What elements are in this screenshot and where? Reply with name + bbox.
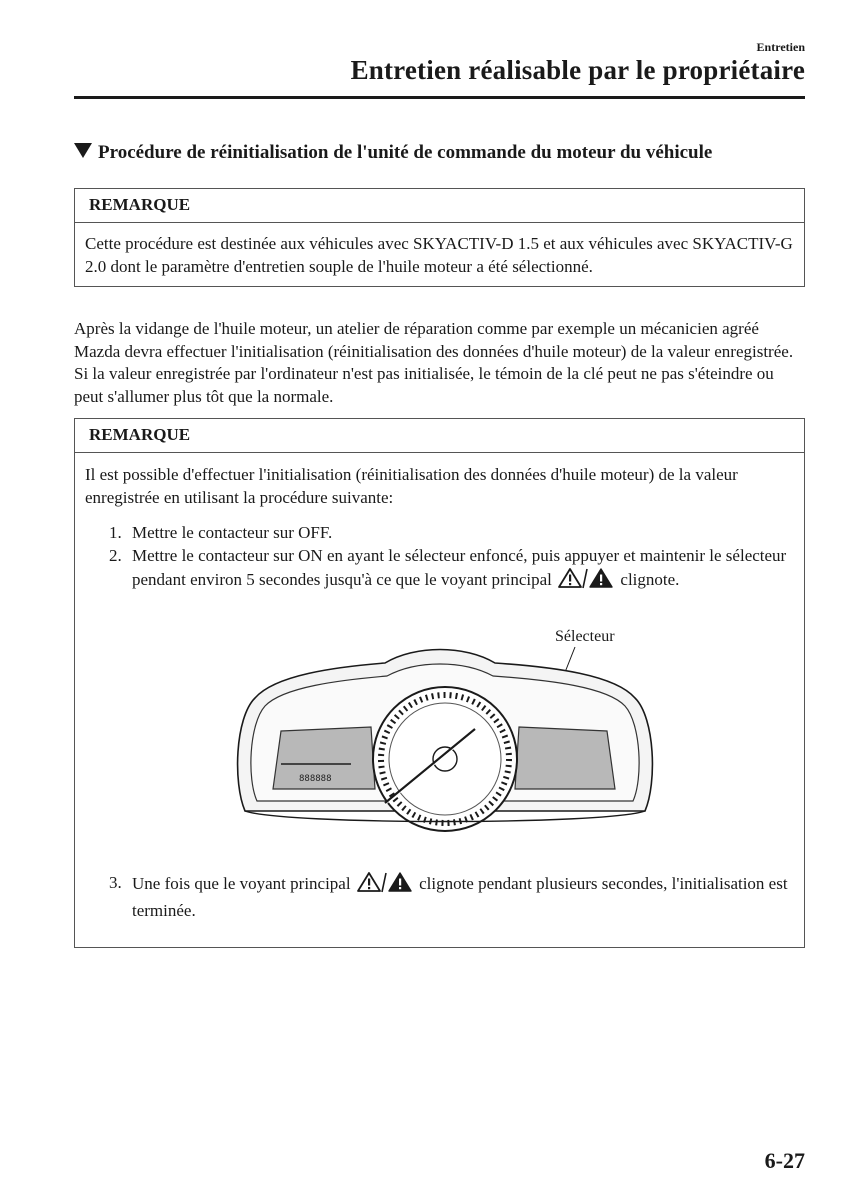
instrument-cluster-illustration (85, 603, 796, 865)
step-item (85, 871, 794, 922)
step-text: Une fois que le voyant principal (132, 874, 351, 893)
note-2-title: REMARQUE (75, 419, 804, 453)
step-text: Mettre le contacteur sur ON en ayant le sélecteur enfoncé, puis appuyer et maintenir le sélecteur pendant environ 5 secondes jusqu'à ce que le voyant principal (132, 546, 787, 589)
note-1-text: Cette procédure est destinée aux véhicules avec SKYACTIV-D 1.5 et aux véhicules avec SKYACTIV-G 2.0 dont le paramètre d'entretien souple de l'huile moteur a été sélectionné. (85, 234, 793, 276)
note-2-body (75, 453, 804, 930)
page-number: 6-27 (764, 1148, 805, 1173)
step-item (85, 521, 794, 544)
step-number: 3. (109, 873, 122, 892)
step-number: 1. (109, 523, 122, 542)
instrument-cluster-figure (85, 603, 794, 865)
note-box-2 (74, 418, 805, 948)
triangle-bullet-icon (74, 143, 92, 158)
odometer-readout: 888888 (299, 774, 332, 784)
header-rule (74, 96, 805, 99)
step-item (85, 544, 794, 595)
step-text: clignote pendant plusieurs secondes, l'initialisation est terminée. (132, 874, 788, 920)
master-warning-icon (357, 871, 413, 899)
section-subheading (74, 142, 712, 164)
master-warning-icon (558, 567, 614, 595)
note-1-title: REMARQUE (75, 189, 804, 223)
note-box-1 (74, 188, 805, 287)
body-paragraph: Après la vidange de l'huile moteur, un atelier de réparation comme par exemple un mécanicien agréé Mazda devra effectuer l'initialisation (réinitialisation des données d'huile moteur) de la valeur enregistrée. Si la valeur enregistrée par l'ordinateur n'est pas initialisée, le témoin de la clé peut ne pas s'éteindre ou peut s'allumer plus tôt que la normale. (74, 319, 794, 406)
steps-list-continued (85, 871, 794, 922)
selector-label: Sélecteur (555, 628, 615, 645)
steps-list (85, 521, 794, 595)
section-name: Entretien (756, 40, 805, 54)
step-text: Mettre le contacteur sur OFF. (132, 523, 333, 542)
note-2-intro: Il est possible d'effectuer l'initialisation (réinitialisation des données d'huile moteur) de la valeur enregistrée en utilisant la procédure suivante: (85, 465, 738, 507)
chapter-title: Entretien réalisable par le propriétaire (350, 55, 805, 85)
step-number: 2. (109, 546, 122, 565)
step-text: clignote. (620, 570, 680, 589)
subheading-text: Procédure de réinitialisation de l'unité de commande du moteur du véhicule (98, 142, 713, 163)
